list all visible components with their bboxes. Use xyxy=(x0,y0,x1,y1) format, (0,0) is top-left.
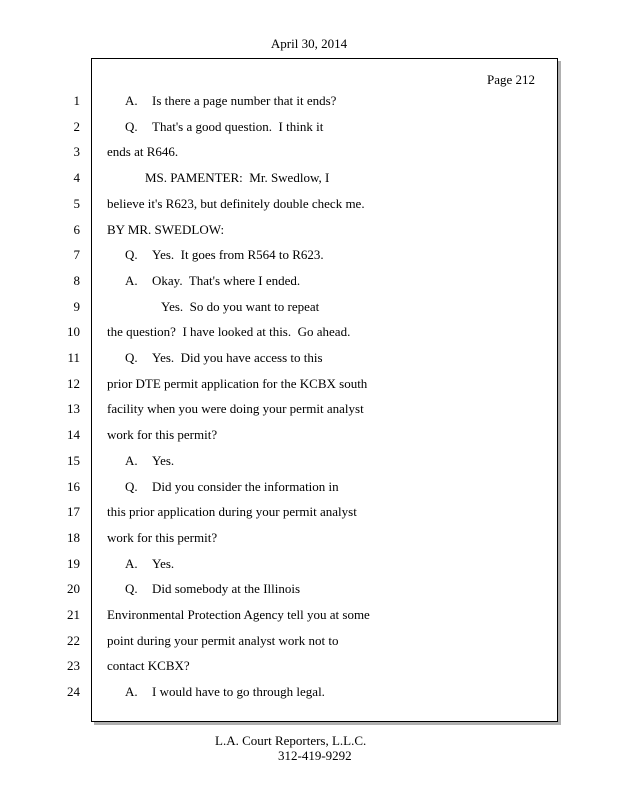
line-text: Environmental Protection Agency tell you at some xyxy=(107,607,370,622)
line-text: facility when you were doing your permit analyst xyxy=(107,401,364,417)
line-number: 21 xyxy=(67,607,80,622)
transcript-line xyxy=(0,607,618,623)
line-number: 4 xyxy=(73,170,80,186)
speaker-label: Q. xyxy=(125,581,138,597)
line-text: Yes. Did you have access to this xyxy=(152,350,323,365)
transcript-line xyxy=(0,556,618,572)
transcript-line xyxy=(0,196,618,212)
transcript-line xyxy=(0,222,618,238)
line-text: Yes. xyxy=(152,555,175,571)
line-text: the question? I have looked at this. Go ahead. xyxy=(107,324,351,340)
line-number: 19 xyxy=(67,555,80,571)
line-number: 24 xyxy=(67,684,80,700)
speaker-label: Q. xyxy=(125,350,138,365)
line-text: ends at R646. xyxy=(107,144,179,160)
line-text: Is there a page number that it ends? xyxy=(152,93,337,108)
line-text: contact KCBX? xyxy=(107,658,190,674)
transcript-line xyxy=(0,144,618,160)
transcript-line xyxy=(0,93,618,109)
speaker-label: A. xyxy=(125,452,138,468)
footer xyxy=(215,733,366,763)
speaker-label: A. xyxy=(125,272,138,288)
transcript-line xyxy=(0,658,618,674)
reporter-phone: 312-419-9292 xyxy=(278,748,352,763)
line-number: 3 xyxy=(73,144,80,160)
speaker-label: A. xyxy=(125,684,138,700)
speaker-label: Q. xyxy=(125,118,138,134)
line-number: 17 xyxy=(67,504,80,520)
line-number: 6 xyxy=(73,221,80,237)
line-text: work for this permit? xyxy=(107,427,218,443)
line-number: 9 xyxy=(73,298,80,314)
transcript-line xyxy=(0,247,618,263)
transcript-line xyxy=(0,376,618,392)
transcript-line xyxy=(0,119,618,135)
line-text: Did somebody at the Illinois xyxy=(152,581,301,597)
line-number: 8 xyxy=(73,272,80,288)
transcript-line xyxy=(0,299,618,315)
transcript-line xyxy=(0,170,618,186)
line-text: this prior application during your permit analyst xyxy=(107,504,357,520)
transcript-line xyxy=(0,684,618,700)
line-text: Yes. xyxy=(152,452,175,468)
line-text: MS. PAMENTER: Mr. Swedlow, I xyxy=(145,170,330,186)
transcript-line xyxy=(0,504,618,520)
line-number: 5 xyxy=(73,195,80,211)
line-text: That's a good question. I think it xyxy=(152,118,324,134)
line-number: 16 xyxy=(67,478,80,494)
line-text: Did you consider the information in xyxy=(152,478,339,494)
speaker-label: Q. xyxy=(125,247,138,263)
line-number: 2 xyxy=(73,118,80,134)
line-text: Yes. So do you want to repeat xyxy=(161,298,320,314)
line-number: 23 xyxy=(67,658,80,674)
line-text: BY MR. SWEDLOW: xyxy=(107,221,225,237)
speaker-label: Q. xyxy=(125,478,138,494)
reporter-company: L.A. Court Reporters, L.L.C. xyxy=(215,733,367,748)
line-number: 10 xyxy=(67,324,80,340)
line-text: Yes. It goes from R564 to R623. xyxy=(152,247,324,263)
transcript-line xyxy=(0,453,618,469)
speaker-label: A. xyxy=(125,555,138,571)
speaker-label: A. xyxy=(125,93,138,108)
transcript-date: April 30, 2014 xyxy=(270,36,348,51)
line-text: prior DTE permit application for the KCBX south xyxy=(107,375,368,391)
transcript-line xyxy=(0,530,618,546)
transcript-line xyxy=(0,479,618,495)
page-number: Page 212 xyxy=(486,72,535,87)
transcript-line xyxy=(0,324,618,340)
transcript-line xyxy=(0,273,618,289)
line-number: 12 xyxy=(67,375,80,391)
line-text: believe it's R623, but definitely double check me. xyxy=(107,195,365,211)
transcript-line xyxy=(0,633,618,649)
line-number: 1 xyxy=(73,93,80,108)
line-text: I would have to go through legal. xyxy=(152,684,325,700)
line-number: 22 xyxy=(67,632,80,648)
line-number: 7 xyxy=(73,247,80,263)
line-text: point during your permit analyst work not to xyxy=(107,632,339,648)
line-number: 15 xyxy=(67,452,80,468)
line-text: Okay. That's where I ended. xyxy=(152,272,301,288)
line-number: 20 xyxy=(67,581,80,597)
line-number: 18 xyxy=(67,529,80,545)
transcript-line xyxy=(0,350,618,366)
transcript-line xyxy=(0,401,618,417)
transcript-line xyxy=(0,581,618,597)
line-number: 14 xyxy=(67,427,80,443)
line-text: work for this permit? xyxy=(107,529,218,545)
line-number: 11 xyxy=(67,350,80,365)
line-number: 13 xyxy=(67,401,80,417)
transcript-line xyxy=(0,427,618,443)
